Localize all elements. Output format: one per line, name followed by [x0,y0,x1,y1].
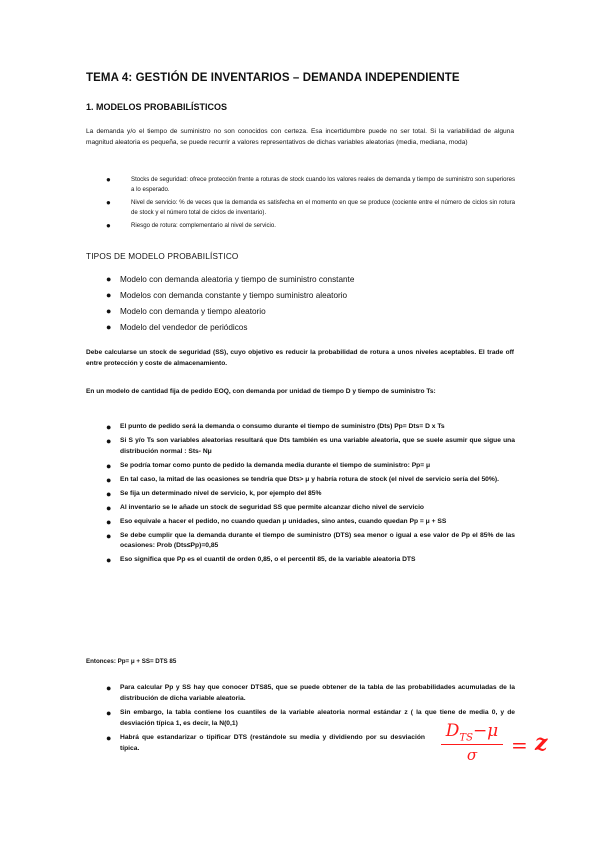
bullet-icon: ● [106,733,112,744]
entonces-line: Entonces: Pp= μ + SS= DTS 85 [86,658,177,665]
formula-equals: = [511,733,528,757]
list-item: ● Modelo del vendedor de periódicos [106,321,248,332]
list-item: ● Habrá que estandarizar o tipificar DTS (restándole su media y dividiendo por su desviación típica. [106,733,425,752]
formula-numerator: $D_{TS}-\mu$ [445,721,499,744]
bullet-icon: ● [106,321,112,332]
formula-z: z [535,730,548,756]
bullet-icon: ● [106,422,112,432]
bullet-icon: ● [106,305,112,316]
page-title: TEMA 4: GESTIÓN DE INVENTARIOS – DEMANDA INDEPENDIENTE [86,72,460,84]
section-heading-modelos: 1. MODELOS PROBABILÍSTICOS [86,102,228,112]
bullet-icon: ● [106,460,112,471]
list-item: ● El punto de pedido será la demanda o consumo durante el tiempo de suministro (Dts) Pp= Dts= D x Ts [106,422,445,432]
list-item: ● Para calcular Pp y SS hay que conocer DTS85, que se puede obtener de la tabla de las probabilidades acumuladas de la distribución de dicha variable aleatoria. [106,683,515,702]
list-item: ● Se fija un determinado nivel de servicio, k, por ejemplo del 85% [106,488,322,499]
list-item: ● Riesgo de rotura: complementario al nivel de servicio. [106,220,276,230]
list-item: ● Modelos con demanda constante y tiempo suministro aleatorio [106,289,348,300]
list-item: ● Modelo con demanda aleatoria y tiempo de suministro constante [106,274,355,284]
standardization-formula [439,721,559,767]
bullet-icon: ● [106,274,112,284]
bullet-icon: ● [106,555,112,566]
bullet-icon: ● [106,530,112,541]
bullet-icon: ● [106,516,112,527]
bullet-icon: ● [106,289,112,300]
list-item: ● Al inventario se le añade un stock de seguridad SS que permite alcanzar dicho nivel de servicio [106,502,425,513]
bullet-icon: ● [106,683,112,693]
list-item: ● Modelo con demanda y tiempo aleatorio [106,305,266,316]
bullet-icon: ● [106,435,112,446]
bullet-icon: ● [106,502,112,513]
eoq-paragraph: En un modelo de cantidad fija de pedido EOQ, con demanda por unidad de tiempo D y tiempo de suministro Ts: [86,388,436,395]
list-item: ● Sin embargo, la tabla contiene los cuantiles de la variable aleatoria normal estándar z ( la que tiene de media 0, y de desviación típica 1, es decir, la N(0,1) [106,708,515,727]
list-item: ● Se debe cumplir que la demanda durante el tiempo de suministro (DTS) sea menor o igual a ese valor de Pp el 85% de las ocasiones: Prob (Dts≤Pp)=0,85 [106,530,515,550]
list-item: ● Eso significa que Pp es el cuantil de orden 0,85, o el percentil 85, de la variable aleatoria DTS [106,555,416,566]
bullet-icon: ● [106,197,111,207]
list-item: ● Se podría tomar como punto de pedido la demanda media durante el tiempo de suministro: Pp= μ [106,460,431,471]
bullet-icon: ● [106,220,111,230]
bullet-icon: ● [106,474,112,485]
list-item: ● Eso equivale a hacer el pedido, no cuando quedan μ unidades, sino antes, cuando quedan Pp = μ + SS [106,516,447,527]
safety-stock-paragraph: Debe calcularse un stock de seguridad (SS), cuyo objetivo es reducir la probabilidad de rotura a unos niveles aceptables. El trade off entre protección y coste de almacenamiento. [86,349,514,367]
bullet-icon: ● [106,175,111,184]
model-types-list [106,274,515,338]
formula-denominator: σ [466,746,478,764]
bullet-icon: ● [106,488,112,499]
list-item: ● Nivel de servicio: % de veces que la demanda es satisfecha en el momento en que se produce (cociente entre el número de ciclos sin rotura de stock y el número total de ciclos de inventario). [106,197,515,216]
section-heading-tipos: TIPOS DE MODELO PROBABILÍSTICO [86,252,239,261]
intro-paragraph: La demanda y/o el tiempo de suministro no son conocidos con certeza. Esa incertidumbre puede no ser total. Si la variabilidad de alguna magnitud aleatoria es pequeña, se puede recurrir a valores representativos de dichas variables aleatorias (media, mediana, moda) [86,128,514,146]
definitions-list [106,175,515,234]
eoq-list [106,422,515,569]
list-item: ● En tal caso, la mitad de las ocasiones se tendría que Dts> μ y habría rotura de stock (el nivel de servicio sería del 50%). [106,474,499,485]
list-item: ● Si S y/o Ts son variables aleatorias resultará que Dts también es una variable aleatoria, que se suele asumir que sigue una distribución normal : Sts- Nμ [106,435,515,455]
list-item: ● Stocks de seguridad: ofrece protección frente a roturas de stock cuando los valores reales de demanda y tiempo de suministro son superiores a lo esperado. [106,175,515,193]
bullet-icon: ● [106,708,112,719]
